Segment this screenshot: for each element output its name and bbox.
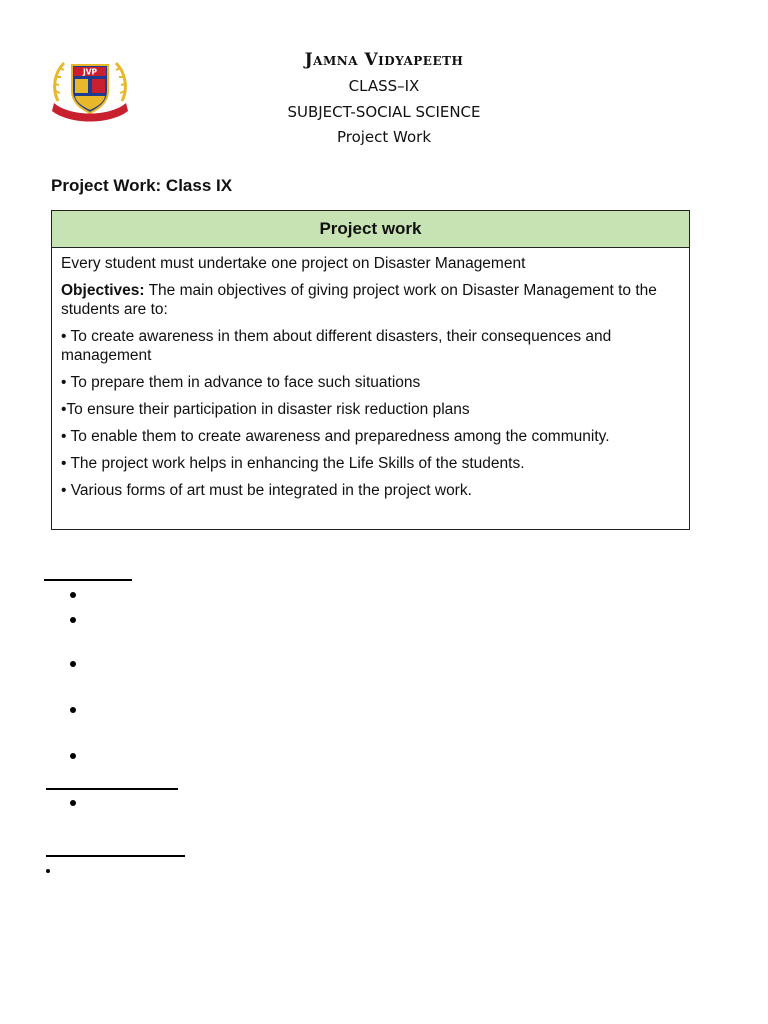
bullet-point: [46, 869, 50, 873]
list-item: • Various forms of art must be integrated in the project work.: [61, 482, 472, 499]
list-item: • The project work helps in enhancing the Life Skills of the students.: [61, 455, 525, 472]
objectives-label: Objectives:: [61, 282, 145, 299]
list-item: • To enable them to create awareness and preparedness among the community.: [61, 428, 610, 445]
objectives-text: The main objectives of giving project work on Disaster Management to the students are to:: [61, 282, 657, 318]
heading-underline: [44, 579, 132, 581]
svg-text:JVP: JVP: [82, 67, 98, 77]
bullet-point: [70, 617, 76, 623]
table-body: [52, 248, 689, 500]
table-header: Project work: [52, 211, 689, 248]
class-line: CLASS–IX: [348, 77, 420, 95]
bullet-point: [70, 800, 76, 806]
school-name: Jamna Vidyapeeth: [304, 50, 464, 70]
heading-underline: [46, 788, 178, 790]
intro-text: Every student must undertake one project on Disaster Management: [61, 255, 526, 272]
bullet-point: [70, 592, 76, 598]
objectives-paragraph: [61, 281, 681, 319]
subject-line: SUBJECT-SOCIAL SCIENCE: [287, 103, 481, 121]
document-type-line: Project Work: [336, 128, 432, 146]
list-item: •To ensure their participation in disaster risk reduction plans: [61, 401, 470, 418]
list-item: • To prepare them in advance to face such situations: [61, 374, 421, 391]
bullet-point: [70, 707, 76, 713]
list-item: • To create awareness in them about different disasters, their consequences and management: [61, 328, 612, 364]
project-work-table: [51, 210, 690, 530]
bullet-point: [70, 661, 76, 667]
heading-underline: [46, 855, 185, 857]
section-title: Project Work: Class IX: [51, 176, 233, 195]
bullet-point: [70, 753, 76, 759]
